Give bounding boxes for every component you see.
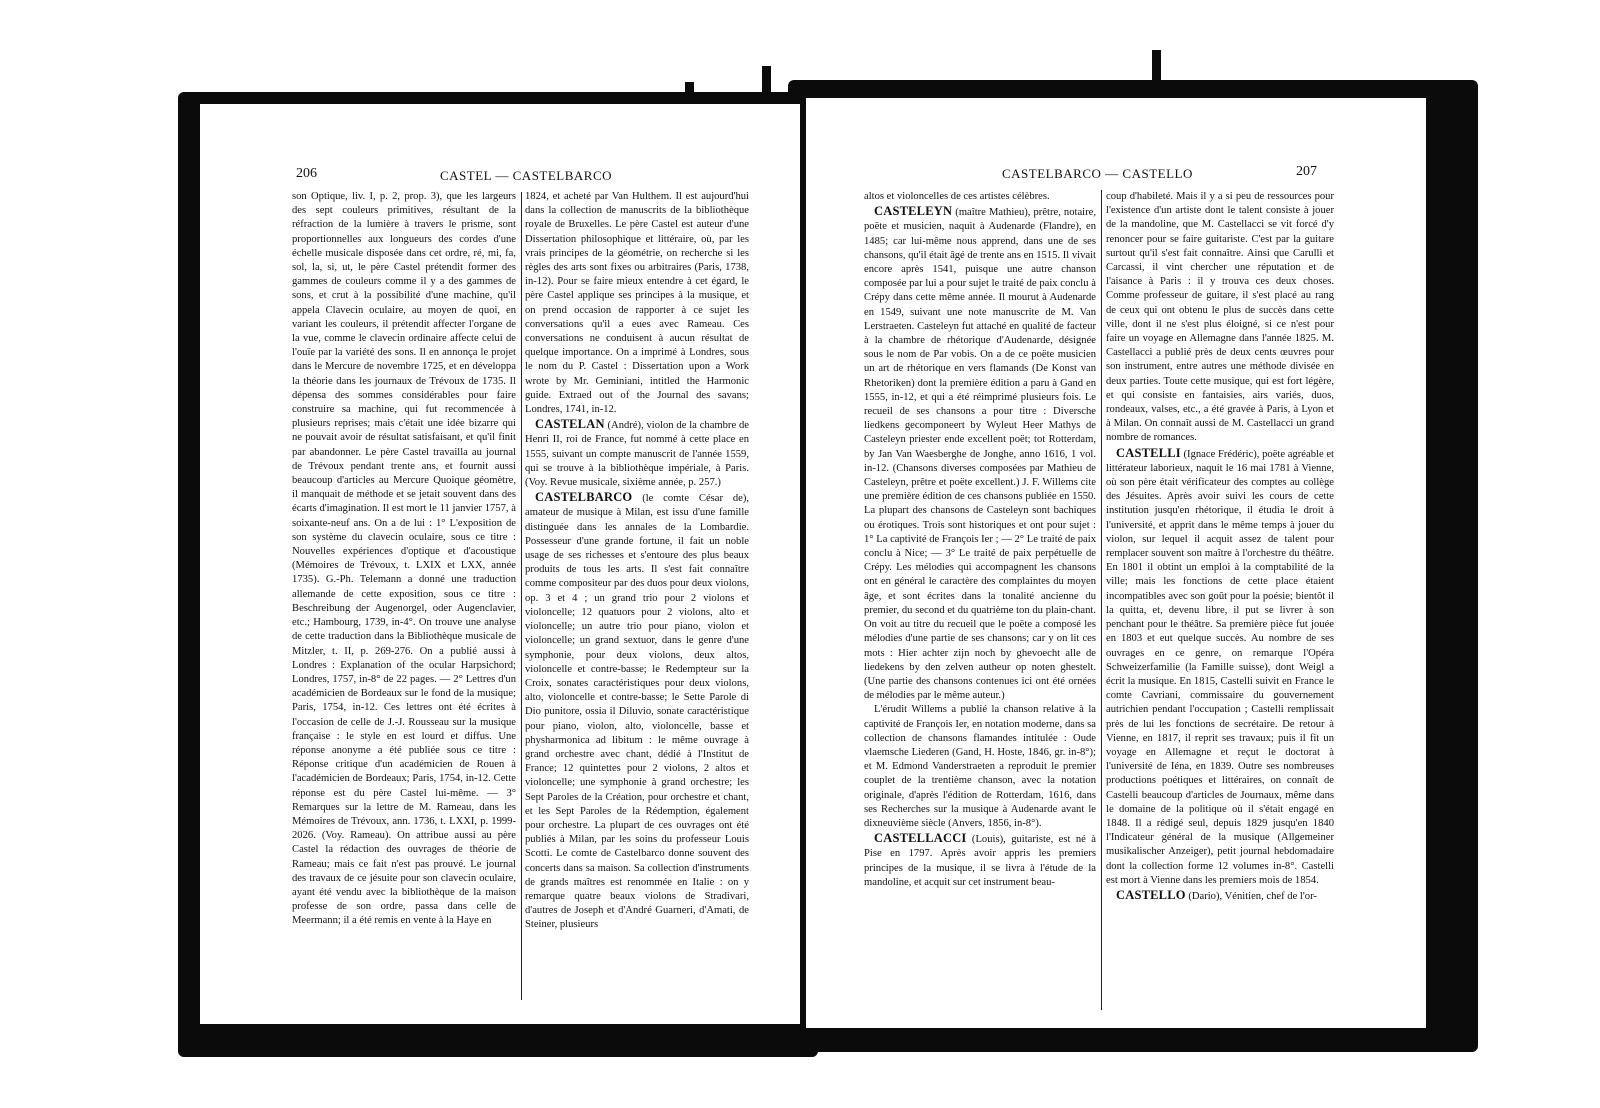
column-rule <box>1101 190 1102 1010</box>
headword: CASTELBARCO <box>535 490 633 505</box>
running-head: CASTEL — CASTELBARCO <box>440 168 613 183</box>
headword: CASTELLACCI <box>874 831 967 846</box>
text-column-2 <box>525 190 749 1002</box>
right-page <box>806 98 1426 1028</box>
headword: CASTELLI <box>1116 445 1181 460</box>
entry-castellacci: CASTELLACCI (Louis), guitariste, est né à Pise en 1797. Après avoir appris les premiers principes de la musique, il se livra à l'étude de la mandoline, et acquit sur cet instrument beau- <box>864 831 1096 888</box>
entry-paragraph: altos et violoncelles de ces artistes célèbres. <box>864 191 1050 202</box>
entry-castello: CASTELLO (Dario), Vénitien, chef de l'or- <box>1116 887 1317 902</box>
text-column-2 <box>1106 190 1334 1012</box>
left-page <box>200 104 800 1024</box>
entry-castelli: CASTELLI (Ignace Frédéric), poëte agréable et littérateur laborieux, naquit le 16 mai 1781 à Vienne, où son père était vérificateur des comptes au collège des Jésuites. Après avoir suivi les cours de cette institution jusqu'en rhétorique, il étudia le droit à l'université, et apprit dans le même temps à jouer du violon, sur lequel il acquit assez de talent pour remplacer souvent son maître à l'orchestre du théâtre. En 1801 il obtint un emploi à la comptabilité de la ville; mais les fonctions de cette place étaient incompatibles avec son goût pour la poésie; bientôt il la quitta, et, devenu libre, il put se livrer à son penchant pour le théâtre. Sa première pièce fut jouée en 1803 et eut quelque succès. Au nombre de ses ouvrages en ce genre, on remarque l'Opéra Schweizerfamilie (la Famille suisse), dont Weigl a écrit la musique. En 1815, Castelli suivit en France le comte Cavriani, commissaire du gouvernement autrichien pendant l'occupation ; Castelli remplissait près de lui les fonctions de secrétaire. De retour à Vienne, en 1817, il reprit ses travaux; puis il fit un voyage en Allemagne et reçut le doctorat à l'université de Iéna, en 1839. Outre ses nombreuses productions poétiques et littéraires, on connaît de Castelli beaucoup d'articles de Journaux, même dans le domaine de la politique où il s'était engagé en 1848. Il a rédigé seul, depuis 1829 jusqu'en 1840 l'Indicateur général de la musique (Allgemeiner musikalischer Anzeiger), petit journal hebdomadaire dont la collection forme 12 volumes in-8°. Castelli est mort à Vienne dans les premiers mois de 1854. <box>1106 445 1334 886</box>
entry-paragraph: coup d'habileté. Mais il y a si peu de ressources pour l'existence d'un artiste dont le talent consiste à jouer de la mandoline, que M. Castellacci se vit forcé d'y renoncer pour se faire guitariste. C'est par la guitare surtout qu'il s'est fait connaître. Ainsi que Carulli et Carcassi, il vint chercher une réputation et de l'aisance à Paris : il y trouva ces deux choses. Comme professeur de guitare, il s'est placé au rang de ceux qui ont obtenu le plus de succès dans cette ville, dont il ne s'est plus éloigné, si ce n'est pour faire un voyage en Allemagne dans l'année 1825. M. Castellacci a publié près de deux cents œuvres pour son instrument, entre autres une méthode divisée en deux parties. Toute cette musique, qui est fort légère, et qui consiste en fantaisies, airs variés, duos, rondeaux, valses, etc., a été gravée à Paris, à Lyon et à Milan. On connaît aussi de M. Castellacci un grand nombre de romances. <box>1106 191 1334 444</box>
scan-tab-2 <box>762 66 771 106</box>
text-column-1 <box>292 190 516 1002</box>
entry-castelan: CASTELAN (André), violon de la chambre de Henri II, roi de France, fut nommé à cette place en 1555, suivant un compte manuscrit de l'année 1559, qui se trouve à la bibliothèque impériale, à Paris. (Voy. Revue musicale, sixième année, p. 257.) <box>525 417 749 489</box>
headword: CASTELLO <box>1116 887 1186 902</box>
page-number: 207 <box>1296 164 1317 179</box>
headword: CASTELAN <box>535 417 605 432</box>
text-column-1 <box>864 190 1096 1012</box>
entry-paragraph: L'érudit Willems a publié la chanson relative à la captivité de François Ier, en notation moderne, dans sa collection de chansons flamandes intitulée : Oude vlaemsche Liederen (Gand, H. Hoste, 1846, gr. in-8°); et M. Edmond Vanderstraeten a reproduit le premier couplet de la trentième chanson, avec la notation originale, d'après l'édition de Rotterdam, 1616, dans ses Recherches sur la musique à Audenarde avant le dixneuvième siècle (Anvers, 1856, in-8°). <box>864 704 1096 829</box>
scan-tab-3 <box>1152 50 1161 94</box>
page-number: 206 <box>296 166 317 181</box>
column-rule <box>521 192 522 1000</box>
entry-paragraph: son Optique, liv. I, p. 2, prop. 3), que les largeurs des sept couleurs primitives, résultant de la réfraction de la lumière à travers le prisme, sont proportionnelles aux longueurs des cordes d'une échelle musicale disposée dans cet ordre, ré, mi, fa, sol, la, si, ut, le père Castel prétendit former des gammes de couleurs comme il y a des gammes de sons, et crut à la possibilité d'une machine, qu'il appela Clavecin oculaire, au moyen de quoi, en variant les couleurs, il prétendit affecter l'organe de la vue, comme le clavecin ordinaire affecte celui de l'ouïe par la variété des sons. Il en annonça le projet dans le Mercure de novembre 1725, et en développa la théorie dans les journaux de Trévoux de 1735. Il dépensa des sommes considérables pour faire construire sa machine, qui fut recommencée à plusieurs reprises; mais c'était une idée bizarre qui ne pouvait avoir de résultat satisfaisant, et qu'il finit par abandonner. Le père Castel travailla au journal de Trévoux pendant trente ans, et fournit aussi beaucoup d'articles au Mercure Quoique géomètre, il manquait de méthode et se jetait souvent dans des écarts d'imagination. Il est mort le 11 janvier 1757, à soixante-neuf ans. On a de lui : 1° L'exposition de son système du clavecin oculaire, sous ce titre : Nouvelles expériences d'optique et d'acoustique (Mémoires de Trévoux, t. LXIX et LXX, année 1735). G.-Ph. Telemann a donné une traduction allemande de cette exposition, sous ce titre : Beschreibung der Augenorgel, oder Augenclavier, etc.; Hambourg, 1739, in-4°. On trouve une analyse de cette traduction dans la Bibliothèque musicale de Mitzler, t. II, p. 269-276. On a publié aussi à Londres : Explanation of the ocular Harpsichord; Londres, 1757, in-8° de 22 pages. — 2° Lettres d'un académicien de Bordeaux sur le fond de la musique; Paris, 1754, in-12. Ces lettres ont été écrites à l'occasion de celle de J.-J. Rousseau sur la musique française : le style en est lourd et diffus. Une réponse anonyme a été publiée sous ce titre : Réponse critique d'un académicien de Rouen à l'académicien de Bordeaux; Paris, 1754, in-12. Cette réponse est du père Castel lui-même. — 3° Remarques sur la lettre de M. Rameau, dans les Mémoires de Trévoux, ann. 1736, t. LXXI, p. 1999-2026. (Voy. Rameau). On attribue aussi au père Castel la rédaction des ouvrages de théorie de Rameau; mais ce fait n'est pas prouvé. Le journal des travaux de ce jésuite pour son clavecin oculaire, ayant été vendu avec la bibliothèque de la maison professe de son ordre, passa dans celle de Meermann; il a été remis en vente à la Haye en <box>292 191 516 927</box>
entry-casteleyn: CASTELEYN (maître Mathieu), prêtre, notaire, poëte et musicien, naquit à Audenarde (Flandre), en 1485; car lui-même nous apprend, dans une de ses chansons, qu'il était âgé de trente ans en 1515. Il vivait encore après 1541, puisque une autre chanson composée par lui a pour sujet le traité de paix conclu à Crépy dans cette même année. Il mourut à Audenarde en 1549, suivant une note manuscrite de M. Van Lerstraeten. Casteleyn fut attaché en qualité de facteur à la chambre de rhétorique d'Audenarde, désignée sous le nom de Par vobis. On a de ce poëte musicien un art de rhétorique en vers flamands (De Konst van Rhetoriken) dont la première édition a paru à Gand en 1555, in-12, et qui a été réimprimé plusieurs fois. Le recueil de ses chansons a pour titre : Diversche liedkens gecomponeert by Wyleut Heer Mathys de Casteleyn priester ende excellent poët; tot Rotterdam, by Jan Van Waesberghe de Jonghe, anno 1616, 1 vol. in-12. (Chansons diverses composées par Mathieu de Casteleyn, prêtre et poëte excellent.) J. F. Willems cite une première édition de ces chansons publiée en 1550. La plupart des chansons de Casteleyn sont bachiques ou érotiques. Trois sont historiques et ont pour sujet : 1° La captivité de François Ier ; — 2° Le traité de paix conclu à Nice; — 3° Le traité de paix perpétuelle de Crépy. Les mélodies qui accompagnent les chansons ont en général le caractère des complaintes du moyen âge, et sont écrites dans la tonalité ancienne du premier, du second et du quatrième ton du plain-chant. On voit au titre du recueil que le poëte a composé les mélodies d'une partie de ses chansons; car y on lit ces mots : Hier achter zijn noch by ghevoecht alle de liedekens by den zelven autheur op noten ghestelt. (Une partie des chansons contenues ici ont été ornées de mélodies par le même auteur.) <box>864 204 1096 702</box>
entry-paragraph: 1824, et acheté par Van Hulthem. Il est aujourd'hui dans la collection de manuscrits de la bibliothèque royale de Bruxelles. Le père Castel est auteur d'une Dissertation philosophique et littéraire, où, par les vrais principes de la géométrie, on recherche si les règles des arts sont fixes ou arbitraires (Paris, 1738, in-12). Pour se faire mieux entendre à cet égard, le père Castel applique ses principes à la musique, et on prend occasion de rapporter à ce sujet les conversations qu'il a eues avec Rameau. Ces conversations ne conduisent à aucun résultat de quelque importance. On a imprimé à Londres, sous le nom du P. Castel : Dissertation upon a Work wrote by Mr. Geminiani, intitled the Harmonic guide. Extraed out of the Journal des savans; Londres, 1741, in-12. <box>525 191 749 416</box>
entry-castelbarco: CASTELBARCO (le comte César de), amateur de musique à Milan, est issu d'une famille distinguée dans les annales de la Lombardie. Possesseur d'une grande fortune, il fait un noble usage de ses richesses et s'entoure des plus beaux produits de tous les arts. Il s'est fait connaître comme compositeur par des duos pour deux violons, op. 3 et 4 ; un grand trio pour 2 violons et violoncelle; 12 quatuors pour 2 violons, alto et violoncelle; un autre trio pour piano, violon et violoncelle; un grand sextuor, dans le genre d'une symphonie, pour deux violons, deux altos, violoncelle et contre-basse; le Redempteur sur la Croix, sonates caractéristiques pour deux violons, alto, violoncelle et contre-basse; le Sette Parole di Dio punitore, ossia il Diluvio, sonate caractéristique pour piano, violon, alto, violoncelle, basse et physharmonica ad libitum : le même ouvrage à grand orchestre avec chant, dédié à l'Institut de France; 12 quintettes pour 2 violons, 2 altos et violoncelle; une symphonie à grand orchestre; les Sept Paroles de la Création, pour orchestre et chant, et les Sept Paroles de la Rédemption, également pour orchestre. La plupart de ces ouvrages ont été publiés à Milan, par les soins du professeur Louis Scotti. Le comte de Castelbarco donne souvent des concerts dans sa maison. Sa collection d'instruments de grands maîtres est renommée en Italie : on y remarque quatre beaux violons de Stradivari, d'autres de Joseph et d'André Guarneri, d'Amati, de Steiner, plusieurs <box>525 490 749 931</box>
running-head: CASTELBARCO — CASTELLO <box>1002 166 1193 181</box>
headword: CASTELEYN <box>874 204 953 219</box>
